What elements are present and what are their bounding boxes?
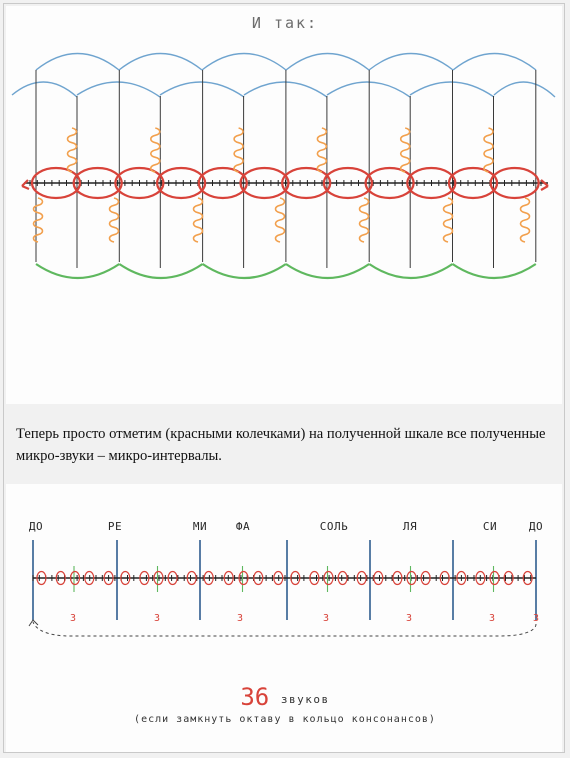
total-number: 36 <box>240 683 270 711</box>
note-label: МИ <box>192 520 208 533</box>
octave-ring-arc <box>33 622 536 636</box>
note-label: ДО <box>528 520 544 533</box>
total-note: (если замкнуть октаву в кольцо консонансов) <box>134 714 436 725</box>
interval-count: 3 <box>153 613 161 624</box>
note-label: СОЛЬ <box>319 520 349 533</box>
interval-count: 3 <box>488 613 496 624</box>
note-label: СИ <box>482 520 498 533</box>
note-label: ЛЯ <box>402 520 418 533</box>
note-label: ФА <box>235 520 251 533</box>
total-word: звуков <box>280 693 330 706</box>
interval-count: 3 <box>532 613 540 624</box>
total-sounds <box>0 683 570 711</box>
interval-count: 3 <box>405 613 413 624</box>
top-title: И так: <box>251 14 319 32</box>
interval-count: 3 <box>322 613 330 624</box>
caption-text: Теперь просто отметим (красными колечками) на полученной шкале все полученные микро-звуки – микро-интервалы. <box>16 426 546 464</box>
interval-count: 3 <box>236 613 244 624</box>
interval-count: 3 <box>69 613 77 624</box>
note-label: ДО <box>28 520 44 533</box>
note-label: РЕ <box>107 520 123 533</box>
